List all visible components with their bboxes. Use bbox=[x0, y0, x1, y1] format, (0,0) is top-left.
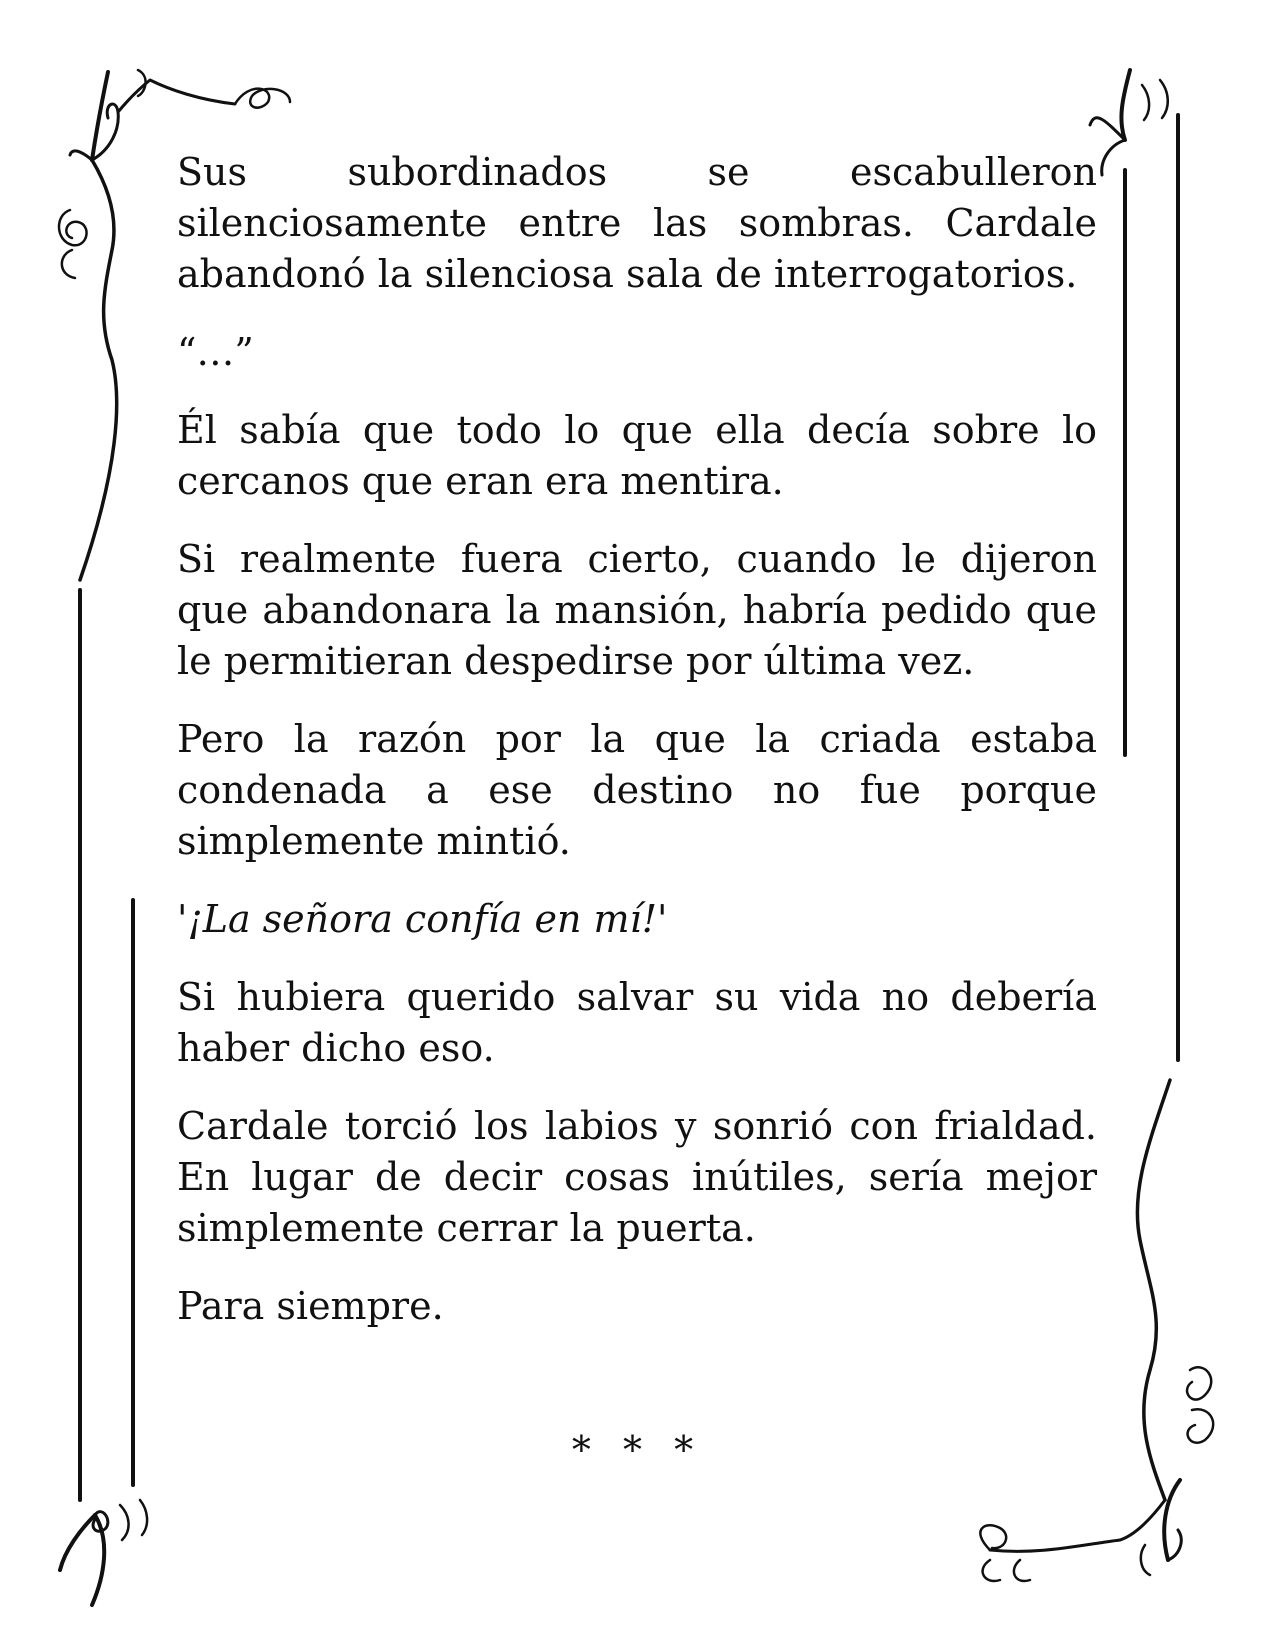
paragraph: Para siempre. bbox=[177, 1284, 444, 1328]
paragraph: “…” bbox=[177, 330, 254, 374]
page-body bbox=[177, 147, 1097, 1359]
paragraph: Sus subordinados se escabulleron silenciosamente entre las sombras. Cardale abandonó la silenciosa sala de interrogatorios. bbox=[177, 150, 1097, 296]
paragraph: Pero la razón por la que la criada estaba condenada a ese destino no fue porque simplemente mintió. bbox=[177, 717, 1097, 863]
paragraph: Si hubiera querido salvar su vida no debería haber dicho eso. bbox=[177, 975, 1097, 1070]
paragraph: Él sabía que todo lo que ella decía sobre lo cercanos que eran era mentira. bbox=[177, 408, 1097, 503]
scene-separator: * * * bbox=[571, 1428, 704, 1472]
bottom-left-flourish-icon bbox=[60, 1500, 147, 1605]
paragraph: Si realmente fuera cierto, cuando le dijeron que abandonara la mansión, habría pedido que le permitieran despedirse por última vez. bbox=[177, 537, 1097, 683]
paragraph: Cardale torció los labios y sonrió con frialdad. En lugar de decir cosas inútiles, sería mejor simplemente cerrar la puerta. bbox=[177, 1104, 1097, 1250]
top-right-flourish-icon bbox=[1090, 70, 1168, 175]
italic-quote-paragraph: '¡La señora confía en mí!' bbox=[177, 897, 668, 941]
